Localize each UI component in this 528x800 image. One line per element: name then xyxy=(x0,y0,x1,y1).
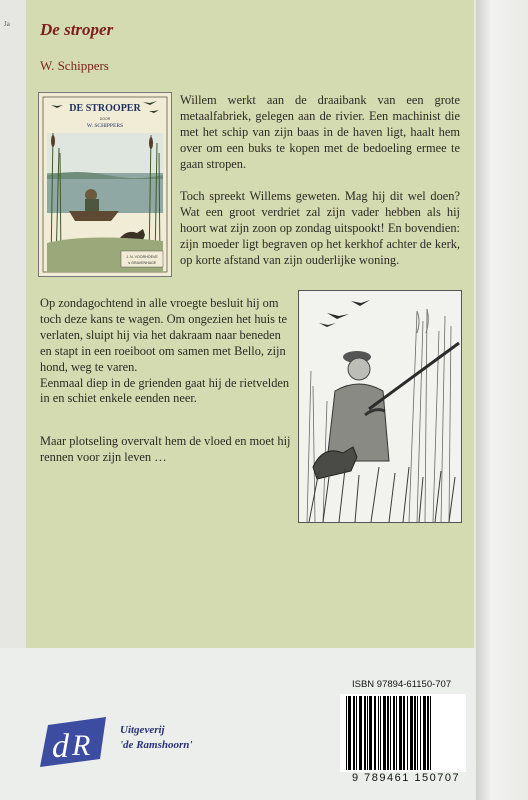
corner-mark: Ja xyxy=(4,20,10,28)
book-title: De stroper xyxy=(40,20,114,39)
cover-thumbnail-label-line1: J. N. VOORHOEVE xyxy=(126,255,158,259)
isbn-label: ISBN 97894-61150-707 xyxy=(352,679,452,690)
blurb-paragraph-2: Toch spreekt Willems geweten. Mag hij dit wel doen? Wat een groot verdriet zal zijn vader hebben als hij hoort wat zijn zoon op zondag uitspookt! En bovendien: zijn moeder ligt begraven op het kerkhof achter de kerk, op korte afstand van zijn ouderlijke woning. xyxy=(180,189,460,267)
cover-thumbnail-by: DOOR xyxy=(99,117,111,121)
svg-text:R: R xyxy=(72,729,91,762)
cover-thumbnail-title: DE STROOPER xyxy=(69,103,141,114)
book-spine-edge xyxy=(476,0,528,800)
svg-text:d: d xyxy=(52,728,69,765)
blurb-paragraph-3: Op zondagochtend in alle vroegte besluit hij om toch deze kans te wagen. Om ongezien het huis te verlaten, sluipt hij via het dakraam naar beneden en stapt in een roeiboot om samen met Bello, zijn hond, weg te varen. Eenmaal diep in de grienden gaat hij de rietvelden in en schiet enkele eenden neer. xyxy=(40,296,290,406)
publisher-line-2: 'de Ramshoorn' xyxy=(120,739,193,751)
book-author: W. Schippers xyxy=(40,58,109,73)
blurb-paragraph-4: Maar plotseling overvalt hem de vloed en moet hij rennen voor zijn leven … xyxy=(40,434,291,464)
publisher-name xyxy=(120,723,192,753)
barcode-digits: 9 789461 150707 xyxy=(352,772,461,784)
isbn-barcode xyxy=(340,694,466,772)
publisher-line-1: Uitgeverij xyxy=(120,724,165,736)
original-cover-thumbnail xyxy=(38,92,172,277)
blurb-paragraph-1: Willem werkt aan de draaibank van een grote metaalfabriek, gelegen aan de rivier. Een machinist die met het schip van zijn baas in de haven ligt, haalt hem over om een buks te kopen met de bedoeling ermee te gaan stropen. xyxy=(180,93,460,171)
hunter-illustration xyxy=(298,290,462,523)
cover-thumbnail-author: W. SCHIPPERS xyxy=(86,123,124,129)
hunter-illustration-art xyxy=(299,291,461,522)
cover-thumbnail-label-line2: 's GRAVENHAGE xyxy=(127,261,157,265)
publisher-logo xyxy=(40,717,110,767)
cover-thumbnail-art xyxy=(39,93,171,276)
